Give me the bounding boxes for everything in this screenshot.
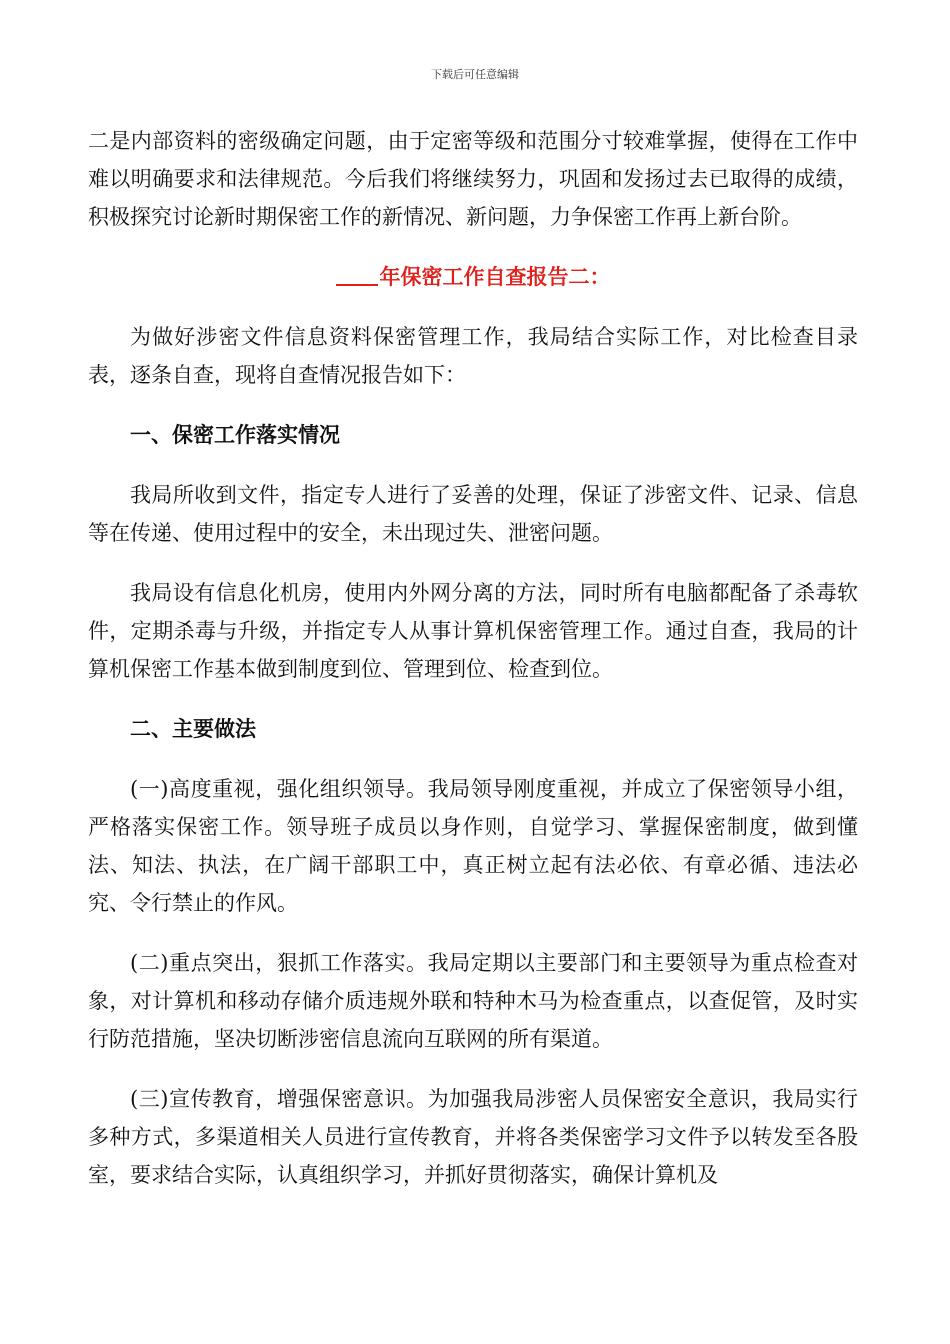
report-title-text: 年保密工作自查报告二：: [379, 264, 611, 289]
paragraph-1b: 我局设有信息化机房，使用内外网分离的方法，同时所有电脑都配备了杀毒软件，定期杀毒与升级，并指定专人从事计算机保密管理工作。通过自查，我局的计算机保密工作基本做到制度到位、管理到位、检查到位。: [88, 581, 858, 681]
document-body: [88, 122, 858, 1194]
section-heading-2: 二、主要做法: [130, 716, 256, 741]
year-blank: [336, 262, 378, 286]
paragraph-intro: 二是内部资料的密级确定问题，由于定密等级和范围分寸较难掌握，使得在工作中难以明确要求和法律规范。今后我们将继续努力，巩固和发扬过去已取得的成绩，积极探究讨论新时期保密工作的新情况、新问题，力争保密工作再上新台阶。: [88, 129, 858, 229]
header-note: 下载后可任意编辑: [431, 68, 519, 81]
section-heading-1: 一、保密工作落实情况: [130, 422, 340, 447]
paragraph-1a: 我局所收到文件，指定专人进行了妥善的处理，保证了涉密文件、记录、信息等在传递、使用过程中的安全，未出现过失、泄密问题。: [88, 483, 858, 545]
paragraph-2b: (二)重点突出，狠抓工作落实。我局定期以主要部门和主要领导为重点检查对象，对计算机和移动存储介质违规外联和特种木马为检查重点，以查促管，及时实行防范措施，坚决切断涉密信息流向互联网的所有渠道。: [88, 951, 858, 1051]
paragraph-2a: (一)高度重视，强化组织领导。我局领导刚度重视，并成立了保密领导小组，严格落实保密工作。领导班子成员以身作则，自觉学习、掌握保密制度，做到懂法、知法、执法，在广阔干部职工中，真正树立起有法必依、有章必循、违法必究、令行禁止的作风。: [88, 777, 858, 915]
paragraph-opening: 为做好涉密文件信息资料保密管理工作，我局结合实际工作，对比检查目录表，逐条自查，现将自查情况报告如下：: [88, 325, 858, 387]
paragraph-2c: (三)宣传教育，增强保密意识。为加强我局涉密人员保密安全意识，我局实行多种方式，多渠道相关人员进行宣传教育，并将各类保密学习文件予以转发至各股室，要求结合实际，认真组织学习，并抓好贯彻落实，确保计算机及: [88, 1087, 858, 1187]
report-title: [88, 258, 858, 296]
